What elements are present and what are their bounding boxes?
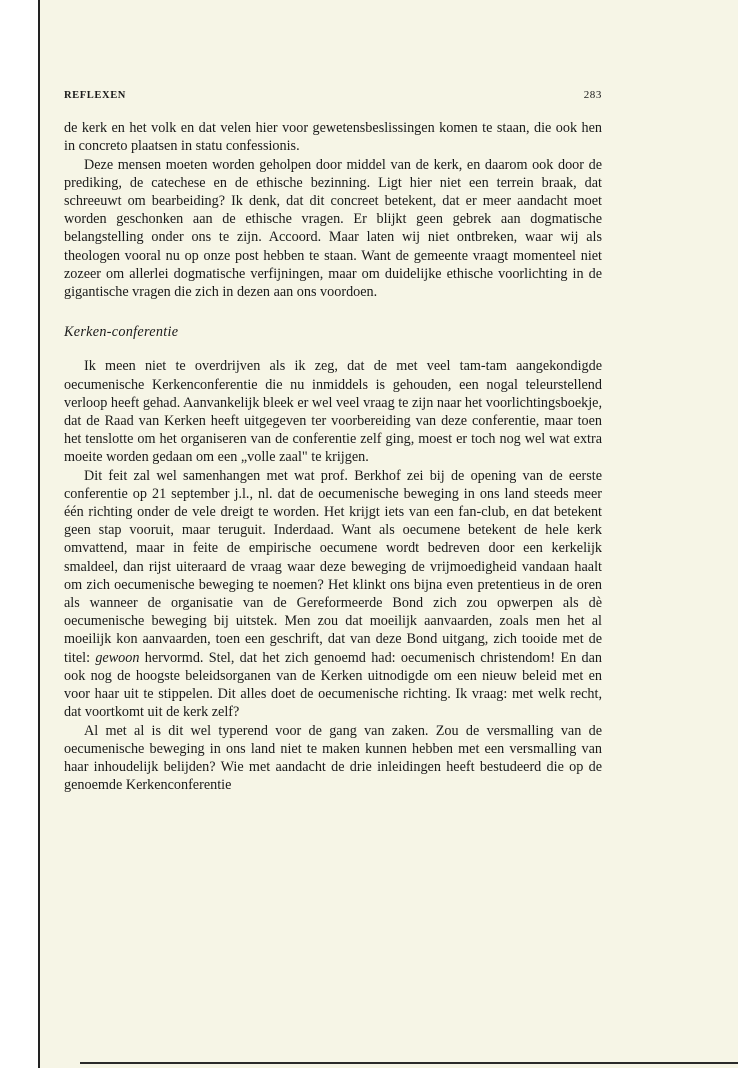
page-number: 283 xyxy=(583,89,602,101)
paragraph-2-italic-word: gewoon xyxy=(95,649,140,666)
intro-paragraph-2: Deze mensen moeten worden geholpen door middel van de kerk, en daarom ook door de prediking, de catechese en de ethische bezinning. Ligt hier niet een terrein braak, dat schreeuwt om bearbeiding? Ik denk, dat dit concreet betekent, dat er meer aandacht moet worden geschonken aan de ethische vragen. Er blijkt geen gebrek aan dogmatische belangstelling onder ons te zijn. Accoord. Maar laten wij niet ontbreken, waar wij als theologen vooral nu op onze post hebben te staan. Want de gemeente vraagt momenteel niet zozeer om allerlei dogmatische verfijningen, maar om duidelijke ethische voorlichting in de gigantische vragen die zich in dezen aan ons voordoen. xyxy=(64,156,602,301)
page-text-block xyxy=(64,86,602,794)
paragraph-2-text-after: hervormd. Stel, dat het zich genoemd had: oecumenisch christendom! En dan ook nog de hoogste beleidsorganen van de Kerken uitnodigde om een nieuw beleid met en voor haar uit te stippelen. Dit alles doet de oecumenische richting. Ik vraag: met welk recht, dat voortkomt uit de kerk zelf? xyxy=(64,649,602,721)
bottom-edge-rule xyxy=(80,1062,738,1064)
running-head-title: REFLEXEN xyxy=(64,90,126,101)
intro-paragraph-1: de kerk en het volk en dat velen hier voor gewetensbeslissingen komen te staan, die ook hen in concreto plaatsen in statu confessionis. xyxy=(64,120,602,155)
section-paragraph-1: Ik meen niet te overdrijven als ik zeg, dat de met veel tam-tam aangekondigde oecumenische Kerkenconferentie die nu inmiddels is gehouden, een nogal teleurstellend verloop heeft gehad. Aanvankelijk bleek er wel veel vraag te zijn naar het voorlichtingsboekje, dat de Raad van Kerken heeft uitgegeven ter voorbereiding van deze conferentie, maar toen het tenslotte om het organiseren van de conferentie zelf ging, moest er toch nog wel wat extra moeite worden gedaan om een „volle zaal" te krijgen. xyxy=(64,358,602,466)
running-head xyxy=(64,86,602,105)
paragraph-2-text-before: Dit feit zal wel samenhangen met wat prof. Berkhof zei bij de opening van de eerste conferentie op 21 september j.l., nl. dat de oecumenische beweging in ons land steeds meer één richting onder de vele dreigt te worden. Het krijgt iets van een fan-club, en dat betekent geen stap vooruit, maar teruguit. Inderdaad. Want als oecumene betekent de hele kerk omvattend, maar in feite de empirische oecumene wordt bedreven door een kerkelijk smaldeel, dan rijst uiteraard de vraag waar deze beweging de vrijmoedigheid vandaan haalt om zich oecumenische beweging te noemen? Het klinkt ons bijna even pretentieus in de oren als wanneer de organisatie van de Gereformeerde Bond zich zou opwerpen als dè oecumenische beweging bij uitstek. Men zou dat moeilijk aanvaarden, zoals men het al moeilijk kon aanvaarden, toen een geschrift, dat van deze Bond uitgang, zich tooide met de titel: xyxy=(64,467,602,666)
section-paragraph-3: Al met al is dit wel typerend voor de gang van zaken. Zou de versmalling van de oecumenische beweging in ons land niet te maken kunnen hebben met een versmalling van haar inhoudelijk belijden? Wie met aandacht de drie inleidingen heeft bestudeerd die op de genoemde Kerkenconferentie xyxy=(64,722,602,794)
section-paragraph-2 xyxy=(64,467,602,722)
section-heading: Kerken-conferentie xyxy=(64,324,179,341)
